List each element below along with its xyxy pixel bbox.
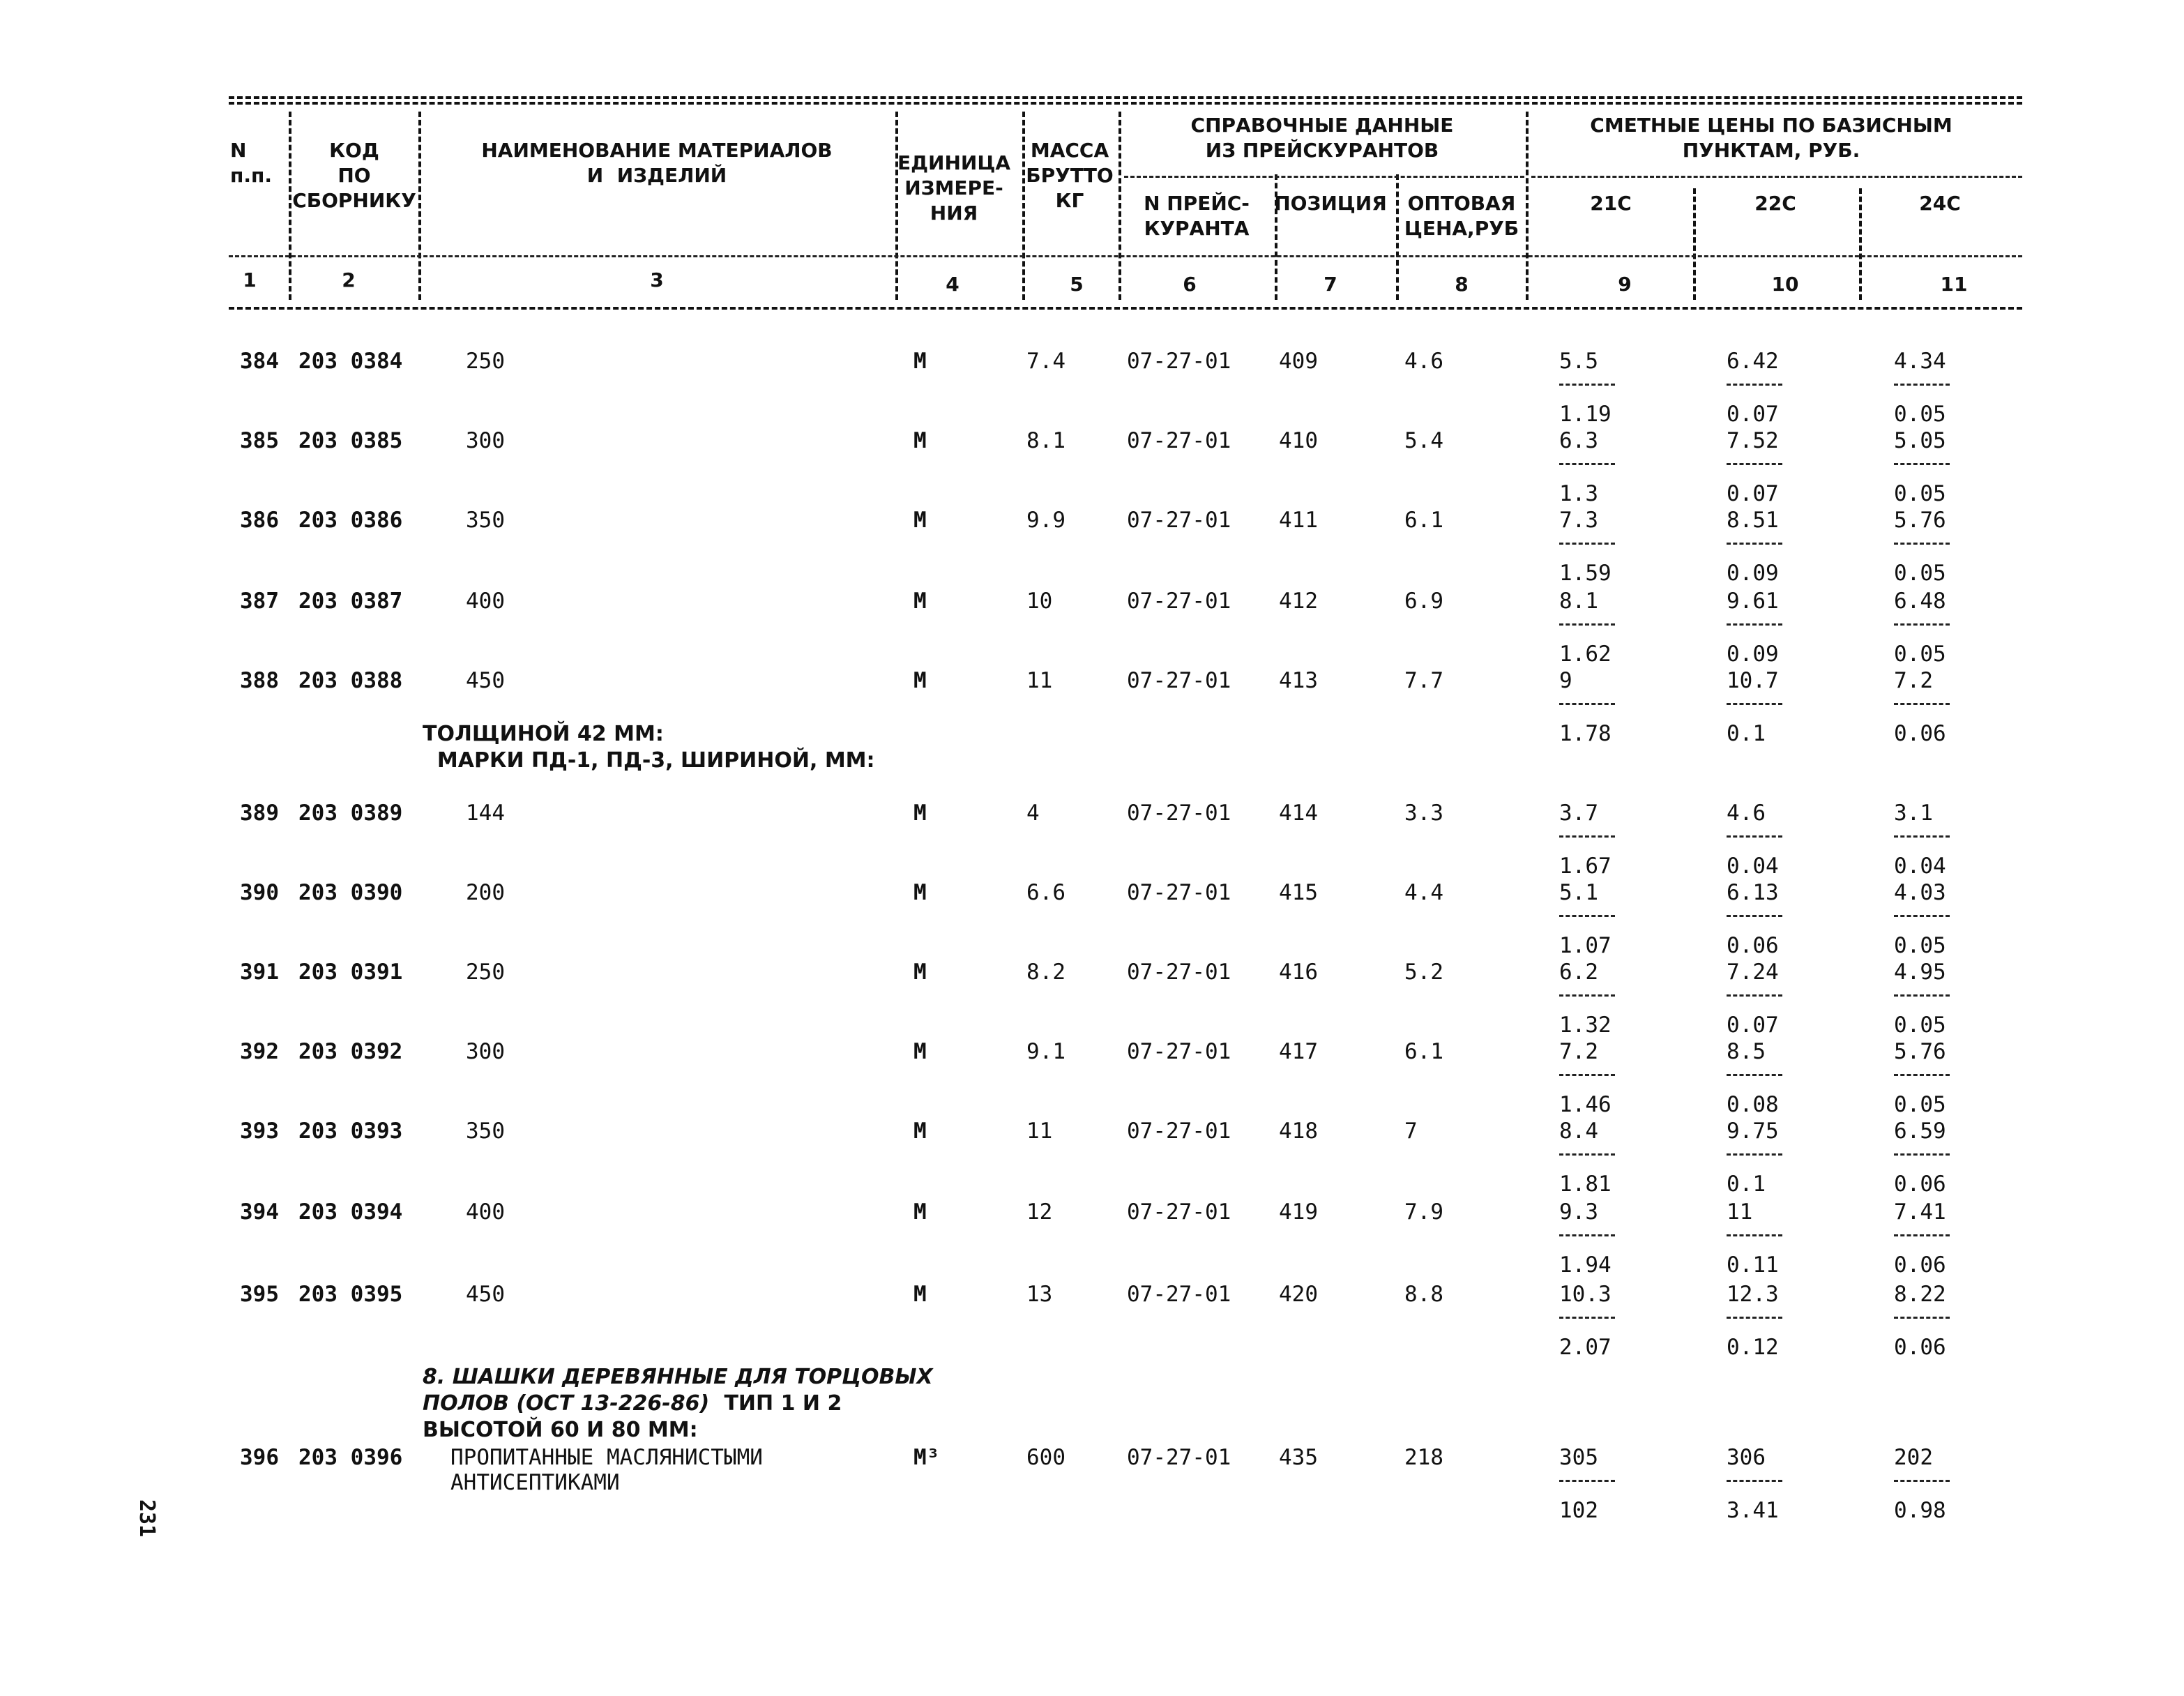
cell-mass: 6.6	[1026, 880, 1066, 905]
cell-name: 350	[466, 508, 505, 533]
price-p22-value: 10.7	[1727, 668, 1779, 693]
table-top-rule	[229, 96, 2022, 99]
price-p22-transport: 0.11	[1727, 1252, 1779, 1278]
header-col-3: НАИМЕНОВАНИЕ МАТЕРИАЛОВ И ИЗДЕЛИЙ	[481, 139, 833, 187]
cell-pos: 416	[1279, 960, 1318, 985]
price-p24-transport: 0.05	[1894, 1013, 1946, 1038]
cell-mass: 7.4	[1026, 349, 1066, 374]
header-sep	[1022, 112, 1025, 300]
cell-n: 388	[240, 668, 279, 693]
header-col-2: КОД ПО СБОРНИКУ	[292, 139, 416, 212]
cell-unit: М	[913, 589, 927, 614]
price-p21-transport: 2.07	[1559, 1335, 1612, 1360]
price-p24-transport: 0.05	[1894, 1092, 1946, 1117]
cell-pk: 07-27-01	[1127, 1039, 1231, 1064]
cell-n: 385	[240, 428, 279, 453]
fraction-line	[1559, 1317, 1615, 1319]
price-p24-transport: 0.05	[1894, 481, 1946, 506]
price-p22-transport: 0.07	[1727, 481, 1779, 506]
header-sep	[418, 112, 421, 300]
fraction-line	[1727, 463, 1782, 465]
fraction-line	[1727, 1234, 1782, 1236]
price-p21-value: 10.3	[1559, 1282, 1612, 1307]
price-p24-transport: 0.06	[1894, 1252, 1946, 1278]
fraction-line	[1894, 1074, 1950, 1076]
cell-unit: М³	[913, 1445, 940, 1470]
price-p21-value: 6.2	[1559, 960, 1598, 985]
cell-code: 203 0384	[298, 349, 403, 374]
price-p24-transport: 0.05	[1894, 933, 1946, 958]
price-p22-value: 7.52	[1727, 428, 1779, 453]
fraction-line	[1559, 1074, 1615, 1076]
header-col-6: N ПРЕЙС- КУРАНТА	[1144, 192, 1250, 240]
header-col-8: ОПТОВАЯ ЦЕНА,РУБ	[1404, 192, 1519, 240]
cell-pk: 07-27-01	[1127, 1199, 1231, 1225]
cell-price: 6.9	[1404, 589, 1443, 614]
group-rule	[1531, 176, 2022, 178]
price-p24-transport: 0.05	[1894, 642, 1946, 667]
section-8-height: ВЫСОТОЙ 60 И 80 ММ:	[423, 1418, 698, 1442]
header-sep	[289, 112, 291, 300]
price-p21-transport: 1.19	[1559, 402, 1612, 427]
cell-unit: М	[913, 428, 927, 453]
cell-price: 7.9	[1404, 1199, 1443, 1225]
cell-price: 4.6	[1404, 349, 1443, 374]
cell-mass: 12	[1026, 1199, 1053, 1225]
col-number: 7	[1324, 273, 1337, 296]
price-p22-value: 11	[1727, 1199, 1753, 1225]
fraction-line	[1559, 623, 1615, 626]
fraction-line	[1727, 543, 1782, 545]
cell-mass: 9.1	[1026, 1039, 1066, 1064]
header-sep	[1859, 188, 1862, 300]
fraction-line	[1727, 835, 1782, 838]
price-p22-transport: 0.08	[1727, 1092, 1779, 1117]
header-sep	[1526, 112, 1529, 300]
cell-name: 400	[466, 1199, 505, 1225]
cell-pk: 07-27-01	[1127, 589, 1231, 614]
fraction-line	[1559, 835, 1615, 838]
cell-price: 8.8	[1404, 1282, 1443, 1307]
price-p22-value: 7.24	[1727, 960, 1779, 985]
cell-pos: 420	[1279, 1282, 1318, 1307]
cell-name: 350	[466, 1119, 505, 1144]
cell-code: 203 0396	[298, 1445, 403, 1470]
cell-unit: М	[913, 960, 927, 985]
fraction-line	[1894, 994, 1950, 997]
price-p21-value: 9.3	[1559, 1199, 1598, 1225]
price-p21-transport: 1.62	[1559, 642, 1612, 667]
fraction-line	[1894, 543, 1950, 545]
cell-mass: 11	[1026, 1119, 1053, 1144]
fraction-line	[1559, 1480, 1615, 1482]
cell-pos: 409	[1279, 349, 1318, 374]
fraction-line	[1559, 994, 1615, 997]
cell-pk: 07-27-01	[1127, 508, 1231, 533]
cell-unit: М	[913, 349, 927, 374]
price-p22-transport: 3.41	[1727, 1498, 1779, 1523]
header-col-4: ЕДИНИЦА ИЗМЕРЕ- НИЯ	[897, 151, 1011, 225]
fraction-line	[1894, 835, 1950, 838]
group-rule	[1124, 176, 1524, 178]
price-p21-transport: 1.78	[1559, 721, 1612, 746]
cell-mass: 11	[1026, 668, 1053, 693]
fraction-line	[1559, 463, 1615, 465]
cell-pos: 435	[1279, 1445, 1318, 1470]
cell-n: 389	[240, 801, 279, 826]
price-p21-value: 7.3	[1559, 508, 1598, 533]
cell-n: 396	[240, 1445, 279, 1470]
cell-name: 450	[466, 668, 505, 693]
cell-n: 390	[240, 880, 279, 905]
fraction-line	[1894, 1153, 1950, 1156]
price-p21-value: 3.7	[1559, 801, 1598, 826]
price-p22-transport: 0.09	[1727, 642, 1779, 667]
col-number: 2	[342, 268, 356, 292]
fraction-line	[1894, 703, 1950, 705]
fraction-line	[1727, 994, 1782, 997]
cell-mass: 8.1	[1026, 428, 1066, 453]
col-number: 9	[1618, 273, 1632, 296]
cell-code: 203 0390	[298, 880, 403, 905]
cell-name: 250	[466, 960, 505, 985]
price-p21-transport: 1.94	[1559, 1252, 1612, 1278]
price-p21-value: 6.3	[1559, 428, 1598, 453]
cell-n: 387	[240, 589, 279, 614]
cell-name: 250	[466, 349, 505, 374]
header-col-10: 22С	[1754, 192, 1796, 215]
price-p21-transport: 1.3	[1559, 481, 1598, 506]
cell-pos: 410	[1279, 428, 1318, 453]
header-col-11: 24С	[1919, 192, 1961, 215]
fraction-line	[1894, 915, 1950, 917]
price-p22-value: 8.51	[1727, 508, 1779, 533]
cell-pos: 412	[1279, 589, 1318, 614]
col-number: 11	[1940, 273, 1968, 296]
header-col-5: МАССА БРУТТО КГ	[1026, 139, 1114, 212]
cell-code: 203 0389	[298, 801, 403, 826]
price-p22-value: 8.5	[1727, 1039, 1766, 1064]
fraction-line	[1559, 915, 1615, 917]
header-sep	[1118, 112, 1121, 300]
header-rule	[229, 255, 2022, 257]
cell-code: 203 0385	[298, 428, 403, 453]
cell-name: 144	[466, 801, 505, 826]
cell-pk: 07-27-01	[1127, 801, 1231, 826]
header-sep	[1396, 174, 1399, 300]
price-p21-transport: 1.07	[1559, 933, 1612, 958]
fraction-line	[1894, 463, 1950, 465]
cell-pos: 419	[1279, 1199, 1318, 1225]
cell-unit: М	[913, 668, 927, 693]
fraction-line	[1559, 384, 1615, 386]
cell-price: 3.3	[1404, 801, 1443, 826]
price-p21-transport: 1.46	[1559, 1092, 1612, 1117]
cell-n: 393	[240, 1119, 279, 1144]
price-p24-transport: 0.05	[1894, 402, 1946, 427]
price-p22-value: 6.42	[1727, 349, 1779, 374]
price-p21-transport: 1.59	[1559, 561, 1612, 586]
cell-code: 203 0386	[298, 508, 403, 533]
cell-pos: 414	[1279, 801, 1318, 826]
price-p21-value: 7.2	[1559, 1039, 1598, 1064]
cell-mass: 10	[1026, 589, 1053, 614]
subheading-thickness-42: ТОЛЩИНОЙ 42 ММ: МАРКИ ПД-1, ПД-3, ШИРИНОЙ, ММ:	[423, 722, 875, 773]
price-p21-transport: 102	[1559, 1498, 1598, 1523]
price-p22-transport: 0.1	[1727, 721, 1766, 746]
cell-name: 300	[466, 428, 505, 453]
cell-pk: 07-27-01	[1127, 349, 1231, 374]
col-number: 3	[650, 268, 664, 292]
price-p22-transport: 0.12	[1727, 1335, 1779, 1360]
price-p24-transport: 0.06	[1894, 1172, 1946, 1197]
cell-name: 400	[466, 589, 505, 614]
fraction-line	[1727, 1480, 1782, 1482]
cell-price: 4.4	[1404, 880, 1443, 905]
fraction-line	[1894, 1234, 1950, 1236]
cell-unit: М	[913, 1039, 927, 1064]
col-number: 10	[1771, 273, 1799, 296]
cell-n: 384	[240, 349, 279, 374]
price-p24-transport: 0.06	[1894, 721, 1946, 746]
fraction-line	[1559, 1234, 1615, 1236]
cell-pos: 415	[1279, 880, 1318, 905]
fraction-line	[1559, 543, 1615, 545]
price-p22-value: 9.75	[1727, 1119, 1779, 1144]
cell-price: 5.4	[1404, 428, 1443, 453]
header-group-reference: СПРАВОЧНЫЕ ДАННЫЕ ИЗ ПРЕЙСКУРАНТОВ	[1190, 114, 1454, 162]
cell-unit: М	[913, 1119, 927, 1144]
price-p22-value: 12.3	[1727, 1282, 1779, 1307]
price-p22-transport: 0.06	[1727, 933, 1779, 958]
fraction-line	[1727, 623, 1782, 626]
fraction-line	[1559, 1153, 1615, 1156]
price-p24-transport: 0.04	[1894, 854, 1946, 879]
price-p22-transport: 0.07	[1727, 1013, 1779, 1038]
cell-pos: 413	[1279, 668, 1318, 693]
price-p24-value: 5.05	[1894, 428, 1946, 453]
price-p24-value: 3.1	[1894, 801, 1933, 826]
col-number: 4	[946, 273, 960, 296]
cell-code: 203 0387	[298, 589, 403, 614]
cell-mass: 600	[1026, 1445, 1066, 1470]
header-col-7: ПОЗИЦИЯ	[1274, 192, 1387, 215]
cell-n: 391	[240, 960, 279, 985]
price-p22-transport: 0.04	[1727, 854, 1779, 879]
fraction-line	[1727, 1317, 1782, 1319]
cell-pk: 07-27-01	[1127, 960, 1231, 985]
price-p24-value: 6.59	[1894, 1119, 1946, 1144]
cell-price: 7.7	[1404, 668, 1443, 693]
cell-pos: 411	[1279, 508, 1318, 533]
fraction-line	[1894, 384, 1950, 386]
price-p21-value: 9	[1559, 668, 1572, 693]
cell-n: 395	[240, 1282, 279, 1307]
cell-pos: 417	[1279, 1039, 1318, 1064]
price-p24-value: 7.2	[1894, 668, 1933, 693]
price-p21-value: 5.5	[1559, 349, 1598, 374]
cell-pos: 418	[1279, 1119, 1318, 1144]
price-p24-value: 4.34	[1894, 349, 1946, 374]
price-p24-transport: 0.05	[1894, 561, 1946, 586]
section-8-title: 8. ШАШКИ ДЕРЕВЯННЫЕ ДЛЯ ТОРЦОВЫХ ПОЛОВ (ОСТ 13-226-86)	[423, 1365, 933, 1416]
cell-unit: М	[913, 880, 927, 905]
price-p22-transport: 0.09	[1727, 561, 1779, 586]
header-col-9: 21С	[1590, 192, 1632, 215]
cell-pk: 07-27-01	[1127, 880, 1231, 905]
cell-mass: 8.2	[1026, 960, 1066, 985]
fraction-line	[1727, 915, 1782, 917]
price-p24-value: 5.76	[1894, 508, 1946, 533]
col-number: 1	[243, 268, 257, 292]
header-sep	[1693, 188, 1696, 300]
price-p24-value: 4.95	[1894, 960, 1946, 985]
fraction-line	[1727, 1074, 1782, 1076]
cell-code: 203 0394	[298, 1199, 403, 1225]
cell-pk: 07-27-01	[1127, 428, 1231, 453]
cell-name: 450	[466, 1282, 505, 1307]
fraction-line	[1727, 703, 1782, 705]
price-p21-transport: 1.81	[1559, 1172, 1612, 1197]
cell-unit: М	[913, 508, 927, 533]
cell-name: 200	[466, 880, 505, 905]
price-p21-value: 8.1	[1559, 589, 1598, 614]
price-p22-value: 306	[1727, 1445, 1766, 1470]
price-p24-value: 202	[1894, 1445, 1933, 1470]
cell-mass: 13	[1026, 1282, 1053, 1307]
col-number: 8	[1455, 273, 1469, 296]
cell-pk: 07-27-01	[1127, 1119, 1231, 1144]
price-p22-value: 6.13	[1727, 880, 1779, 905]
cell-price: 6.1	[1404, 508, 1443, 533]
header-group-prices: СМЕТНЫЕ ЦЕНЫ ПО БАЗИСНЫМ ПУНКТАМ, РУБ.	[1590, 114, 1952, 162]
price-p21-value: 8.4	[1559, 1119, 1598, 1144]
cell-mass: 9.9	[1026, 508, 1066, 533]
price-p24-value: 6.48	[1894, 589, 1946, 614]
cell-unit: М	[913, 1282, 927, 1307]
cell-code: 203 0392	[298, 1039, 403, 1064]
cell-pk: 07-27-01	[1127, 1282, 1231, 1307]
price-p24-value: 8.22	[1894, 1282, 1946, 1307]
fraction-line	[1894, 1317, 1950, 1319]
fraction-line	[1727, 1153, 1782, 1156]
cell-price: 7	[1404, 1119, 1418, 1144]
cell-code: 203 0388	[298, 668, 403, 693]
header-bottom-rule	[229, 307, 2022, 310]
cell-code: 203 0391	[298, 960, 403, 985]
cell-name: 300	[466, 1039, 505, 1064]
cell-unit: М	[913, 1199, 927, 1225]
cell-price: 5.2	[1404, 960, 1443, 985]
price-p24-transport: 0.98	[1894, 1498, 1946, 1523]
price-p22-value: 9.61	[1727, 589, 1779, 614]
fraction-line	[1894, 1480, 1950, 1482]
cell-pk: 07-27-01	[1127, 1445, 1231, 1470]
cell-name: ПРОПИТАННЫЕ МАСЛЯНИСТЫМИ АНТИСЕПТИКАМИ	[450, 1445, 763, 1495]
cell-n: 394	[240, 1199, 279, 1225]
fraction-line	[1559, 703, 1615, 705]
cell-pk: 07-27-01	[1127, 668, 1231, 693]
price-p24-value: 4.03	[1894, 880, 1946, 905]
cell-code: 203 0395	[298, 1282, 403, 1307]
page-number: 231	[135, 1499, 159, 1538]
col-number: 5	[1070, 273, 1084, 296]
fraction-line	[1727, 384, 1782, 386]
price-p22-transport: 0.07	[1727, 402, 1779, 427]
section-8-heading	[423, 1364, 933, 1417]
section-8-type: ТИП 1 И 2	[717, 1391, 842, 1416]
cell-unit: М	[913, 801, 927, 826]
price-p21-transport: 1.32	[1559, 1013, 1612, 1038]
price-p24-value: 5.76	[1894, 1039, 1946, 1064]
fraction-line	[1894, 623, 1950, 626]
price-p21-transport: 1.67	[1559, 854, 1612, 879]
table-top-rule-2	[229, 102, 2022, 105]
price-p24-value: 7.41	[1894, 1199, 1946, 1225]
cell-n: 392	[240, 1039, 279, 1064]
price-p21-value: 5.1	[1559, 880, 1598, 905]
col-number: 6	[1183, 273, 1197, 296]
price-p21-value: 305	[1559, 1445, 1598, 1470]
cell-n: 386	[240, 508, 279, 533]
price-p22-value: 4.6	[1727, 801, 1766, 826]
cell-price: 218	[1404, 1445, 1443, 1470]
header-col-1: N п.п.	[230, 139, 272, 187]
cell-mass: 4	[1026, 801, 1040, 826]
price-p22-transport: 0.1	[1727, 1172, 1766, 1197]
price-p24-transport: 0.06	[1894, 1335, 1946, 1360]
cell-price: 6.1	[1404, 1039, 1443, 1064]
cell-code: 203 0393	[298, 1119, 403, 1144]
